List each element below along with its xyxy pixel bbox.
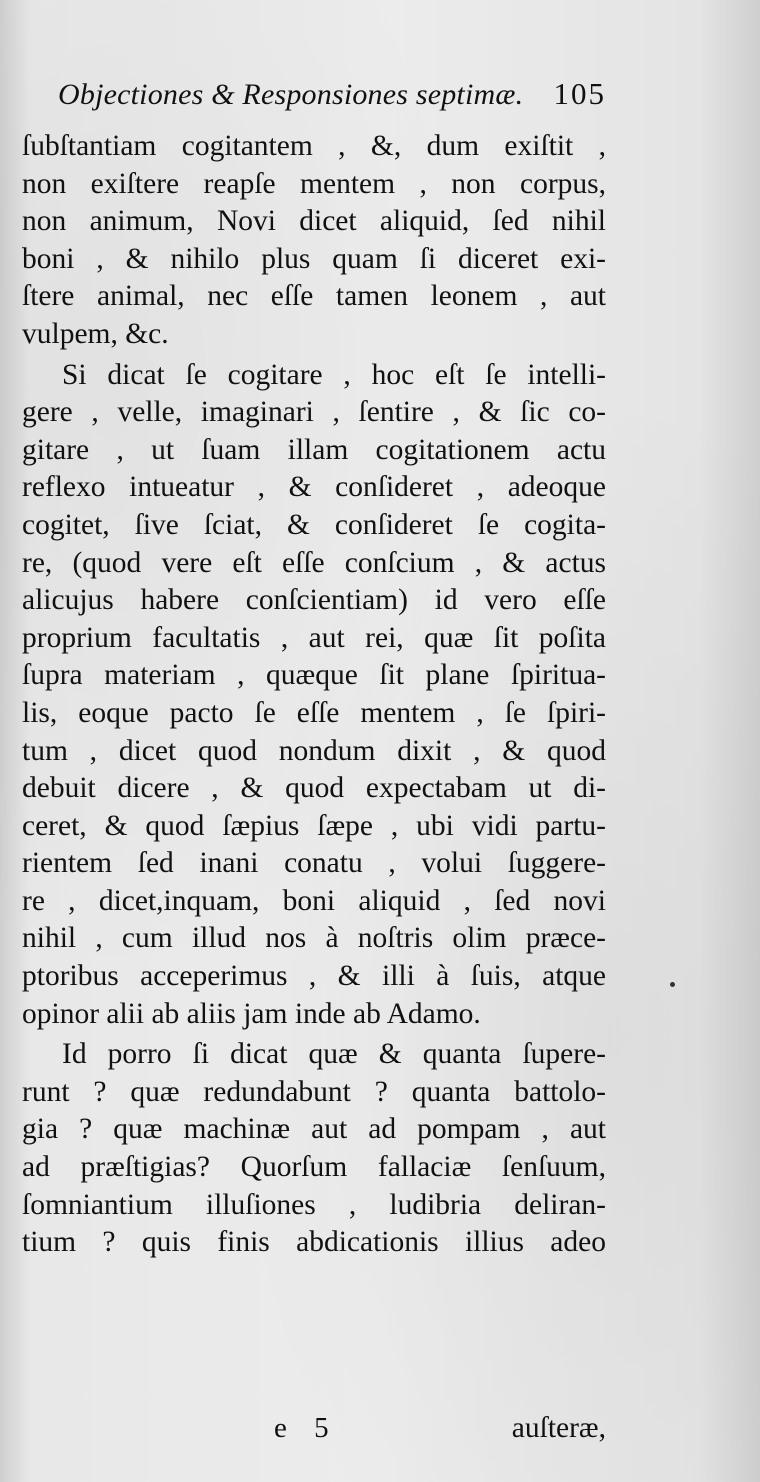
text-line: tum , dicet quod nondum dixit , & quod [22,734,606,767]
text-line: ſupra materiam , quæque ſit plane ſpiritua- [22,659,606,692]
text-line: cogitet, ſive ſciat, & conſideret ſe cogita- [22,508,606,541]
text-line: ceret, & quod ſæpius ſæpe , ubi vidi partu- [22,809,606,842]
text-line: runt ? quæ redundabunt ? quanta battolo- [22,1075,606,1108]
text-line: ad præſtigias? Quorſum fallaciæ ſenſuum, [22,1151,606,1184]
text-line: tium ? quis finis abdicationis illius adeo [22,1226,606,1259]
signature-mark: e 5 [274,1412,339,1444]
text-line: alicujus habere conſcientiam) id vero eſſe [22,584,606,617]
text-line: rientem ſed inani conatu , volui ſuggere- [22,847,606,880]
page-footer [22,1412,606,1456]
text-line: lis, eoque pacto ſe eſſe mentem , ſe ſpiri- [22,696,606,729]
text-line: boni , & nihilo plus quam ſi diceret exi- [22,242,606,275]
page-header [58,72,606,124]
text-line: re, (quod vere eſt eſſe conſcium , & actus [22,546,606,579]
text-line: proprium facultatis , aut rei, quæ ſit poſita [22,621,606,654]
text-line: ptoribus acceperimus , & illi à ſuis, atque [22,960,606,993]
paragraph [22,128,606,354]
text-line: opinor alii ab aliis jam inde ab Adamo. [22,997,481,1030]
text-line: Id porro ſi dicat quæ & quanta ſupere- [62,1038,606,1071]
text-line: gere , velle, imaginari , ſentire , & ſic co- [22,396,606,429]
text-line: nihil , cum illud nos à noſtris olim præce- [22,922,606,955]
text-line: vulpem, &c. [22,317,169,350]
running-title: Objectiones & Responsiones septimæ. [58,78,524,111]
text-line: Si dicat ſe cogitare , hoc eſt ſe intelli- [62,358,606,391]
page-number: 105 [553,76,606,111]
ink-speck [670,982,675,987]
catchword: auſteræ, [511,1412,606,1444]
text-line: gia ? quæ machinæ aut ad pompam , aut [22,1113,606,1146]
text-line: non exiſtere reapſe mentem , non corpus, [22,167,606,200]
text-line: gitare , ut ſuam illam cogitationem actu [22,433,606,466]
text-line: ſomniantium illuſiones , ludibria deliran- [22,1188,606,1221]
text-line: ſtere animal, nec eſſe tamen leonem , aut [22,280,606,313]
text-line: reflexo intueatur , & conſideret , adeoque [22,471,606,504]
body-text [22,128,606,1262]
text-line: debuit dicere , & quod expectabam ut di- [22,772,606,805]
text-line: ſubſtantiam cogitantem , &, dum exiſtit , [22,130,606,162]
paragraph [22,357,606,1034]
text-line: re , dicet,inquam, boni aliquid , ſed novi [22,884,606,917]
paragraph [22,1036,606,1262]
text-line: non animum, Novi dicet aliquid, ſed nihil [22,205,606,238]
